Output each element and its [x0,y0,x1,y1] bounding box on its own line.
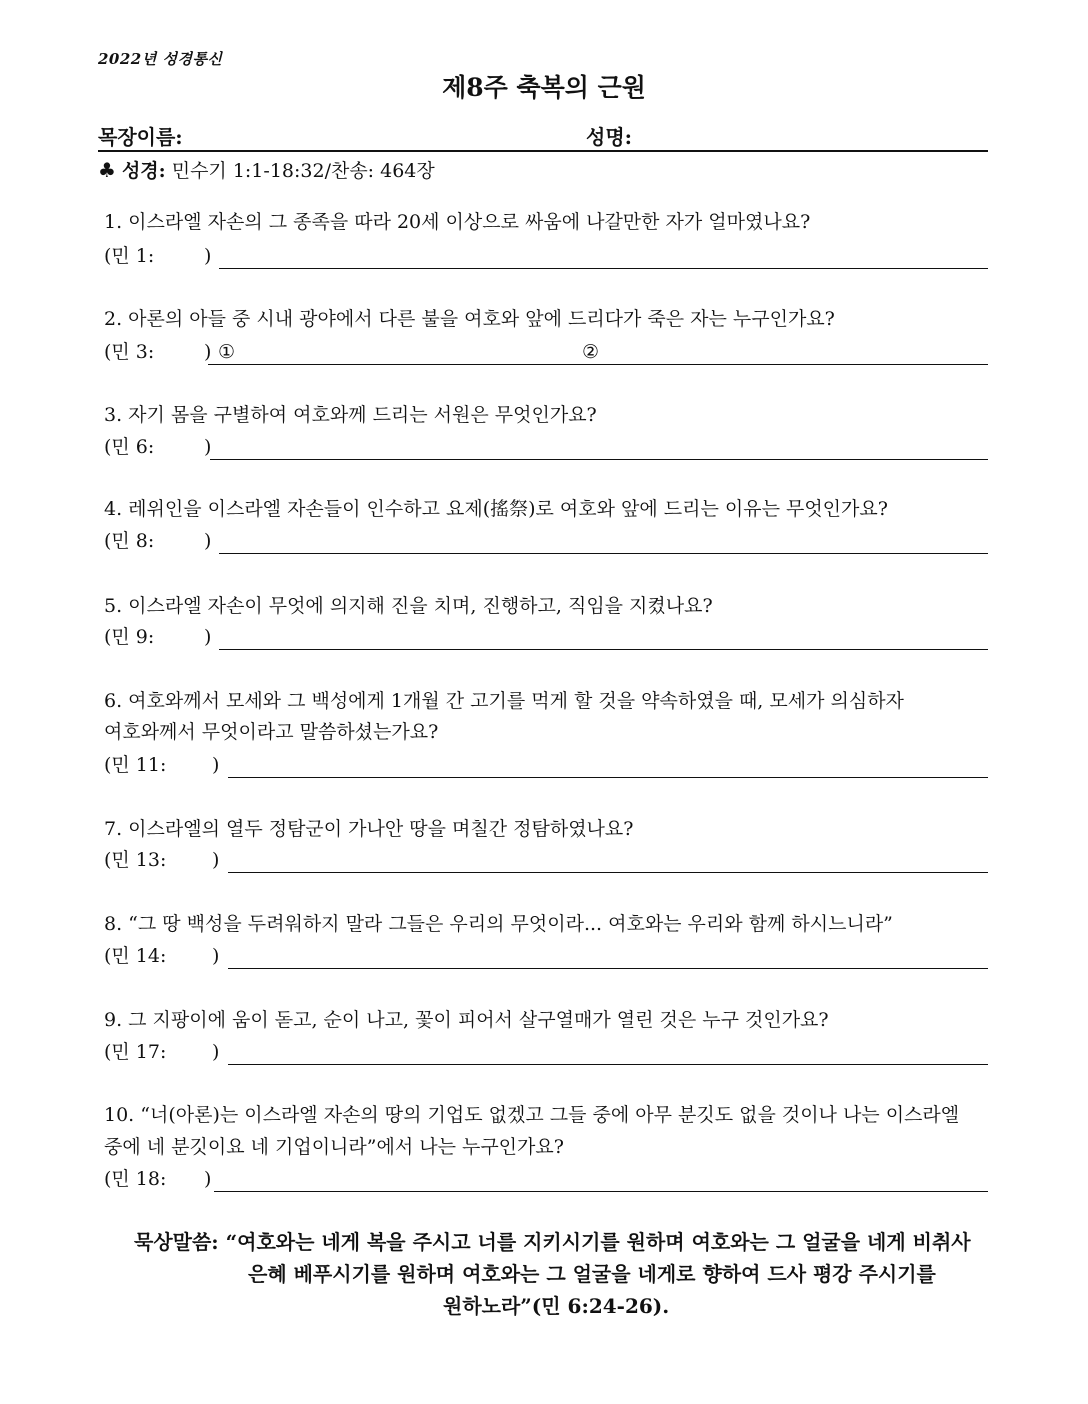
ref-label: (민 13: [104,849,167,871]
answer-row-10: (민 18: ) [104,1164,988,1194]
ref-label: (민 1: [104,245,155,267]
circled-one-marker: ① [218,341,236,363]
answer-line[interactable] [228,777,988,778]
name-fields [98,124,988,152]
answer-line[interactable] [219,553,988,554]
meditation-line-2: 은혜 베푸시기를 원하며 여호와는 그 얼굴을 네게로 향하여 드사 평강 주시기를 [248,1262,936,1286]
ref-label: (민 9: [104,626,155,648]
ref-label: (민 17: [104,1041,167,1063]
club-suit-icon: ♣ [98,158,116,182]
ref-label: (민 6: [104,436,155,458]
ref-label: (민 14: [104,945,167,967]
question-10: 10. “너(아론)는 이스라엘 자손의 땅의 기업도 없겠고 그들 중에 아무 분깃도 없을 것이나 나는 이스라엘 [104,1104,960,1126]
name-label: 성명: [586,125,633,149]
leader-label: 목장이름: [98,125,183,149]
ref-label: (민 18: [104,1168,167,1190]
scripture-text: 민수기 1:1-18:32/찬송: 464장 [171,160,435,182]
answer-row-5: (민 9: ) [104,622,988,652]
answer-line[interactable] [228,872,988,873]
answer-line[interactable] [219,268,988,269]
answer-row-1: (민 1: ) [104,241,988,271]
ref-label: (민 3: [104,341,155,363]
answer-row-3: (민 6: ) [104,432,988,462]
question-9: 9. 그 지팡이에 움이 돋고, 순이 나고, 꽃이 피어서 살구열매가 열린 것은 누구 것인가요? [104,1009,829,1031]
question-1: 1. 이스라엘 자손의 그 종족을 따라 20세 이상으로 싸움에 나갈만한 자가 얼마였나요? [104,211,811,233]
question-8: 8. “그 땅 백성을 두려워하지 말라 그들은 우리의 무엇이라... 여호와는 우리와 함께 하시느니라” [104,913,893,935]
question-3: 3. 자기 몸을 구별하여 여호와께 드리는 서원은 무엇인가요? [104,404,597,426]
question-10-continued: 중에 네 분깃이요 네 기업이니라”에서 나는 누구인가요? [104,1136,564,1158]
meditation-line-3: 원하노라”(민 6:24-26). [443,1294,670,1318]
ref-label: (민 8: [104,530,155,552]
answer-row-9: (민 17: ) [104,1037,988,1067]
answer-line[interactable] [214,1191,988,1192]
answer-row-4: (민 8: ) [104,526,988,556]
ref-label: (민 11: [104,754,167,776]
question-7: 7. 이스라엘의 열두 정탐군이 가나안 땅을 며칠간 정탐하였나요? [104,818,634,840]
name-fields-underline[interactable] [98,150,988,152]
answer-line[interactable] [228,968,988,969]
answer-line[interactable] [210,459,988,460]
question-4: 4. 레위인을 이스라엘 자손들이 인수하고 요제(搖祭)로 여호와 앞에 드리는 이유는 무엇인가요? [104,498,888,520]
answer-row-7: (민 13: ) [104,845,988,875]
meditation-verse [0,1226,1088,1326]
page-title: 제8주 축복의 근원 [442,73,646,102]
answer-row-6: (민 11: ) [104,750,988,780]
meditation-line-1: 묵상말씀: “여호와는 네게 복을 주시고 너를 지키시기를 원하며 여호와는 그 얼굴을 네게 비취사 [134,1230,971,1254]
answer-line[interactable] [219,649,988,650]
scripture-line [98,156,435,183]
scripture-label: 성경: [121,160,166,182]
circled-two-marker: ② [582,341,600,363]
header-tag: 2022년 성경통신 [98,50,223,68]
question-5: 5. 이스라엘 자손이 무엇에 의지해 진을 치며, 진행하고, 직임을 지켰나요? [104,595,713,617]
answer-row-8: (민 14: ) [104,941,988,971]
answer-line[interactable] [228,1064,988,1065]
answer-row-2: (민 3: ) ① ② [104,337,988,367]
question-6: 6. 여호와께서 모세와 그 백성에게 1개월 간 고기를 먹게 할 것을 약속하였을 때, 모세가 의심하자 [104,690,904,712]
question-6-continued: 여호와께서 무엇이라고 말씀하셨는가요? [104,721,439,743]
question-2: 2. 아론의 아들 중 시내 광야에서 다른 불을 여호와 앞에 드리다가 죽은 자는 누구인가요? [104,308,835,330]
